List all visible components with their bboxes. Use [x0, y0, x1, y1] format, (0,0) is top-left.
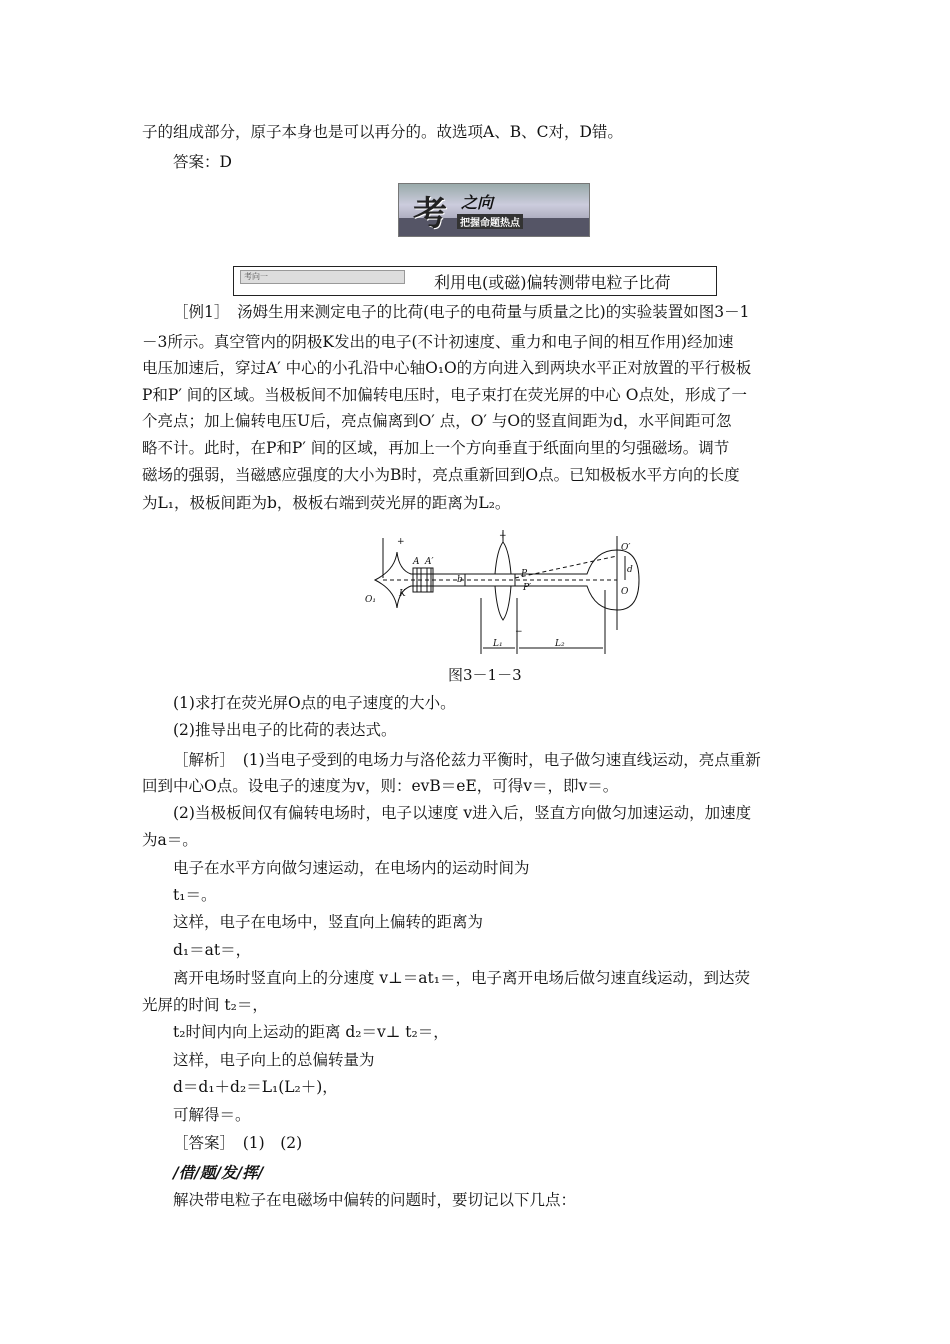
line-28: 解决带电粒子在电磁场中偏转的问题时，要切记以下几点：	[173, 1191, 577, 1209]
line-15: 为a＝。	[142, 831, 198, 849]
line-10: (1)求打在荧光屏O点的电子速度的大小。	[173, 694, 456, 712]
fig-label-l1: L₁	[493, 639, 503, 649]
line-20: 离开电场时竖直向上的分速度 v⊥＝at₁＝，电子离开电场后做匀速直线运动，到达荧	[173, 969, 750, 987]
line-19: d₁＝at＝，	[173, 941, 252, 959]
line-18: 这样，电子在电场中，竖直向上偏转的距离为	[173, 913, 484, 931]
line-27: /借/题/发/挥/	[173, 1163, 264, 1182]
tube-diagram	[355, 530, 645, 660]
banner-zhi: 之向	[461, 193, 494, 212]
fig-label-a: A	[413, 557, 420, 567]
fig-label-l2: L₂	[555, 639, 565, 649]
line-2: ［例1］ 汤姆生用来测定电子的比荷(电子的电荷量与质量之比)的实验装置如图3－1	[173, 303, 750, 321]
topic-tag: 考向一	[240, 270, 405, 284]
line-11: (2)推导出电子的比荷的表达式。	[173, 721, 397, 739]
fig-label-plus-top: +	[499, 531, 507, 541]
line-5: P和P′ 间的区域。当极板间不加偏转电压时，电子束打在荧光屏的中心 O点处，形成了一	[142, 386, 747, 404]
fig-label-b: b	[457, 575, 463, 585]
line-17: t₁＝。	[173, 886, 217, 904]
fig-label-k: K	[399, 589, 406, 599]
line-14: (2)当极板间仅有偏转电场时，电子以速度 v进入后，竖直方向做匀加速运动，加速度	[173, 804, 752, 822]
line-25: 可解得＝。	[173, 1106, 251, 1124]
line-6: 个亮点；加上偏转电压U后，亮点偏离到O′ 点，O′ 与O的竖直间距为d，水平间距可忽	[142, 412, 732, 430]
line-21: 光屏的时间 t₂＝，	[142, 996, 268, 1014]
fig-label-o1: O₁	[365, 595, 376, 605]
line-9: 为L₁，极板间距为b，极板右端到荧光屏的距离为L₂。	[142, 494, 511, 512]
fig-label-o: O	[621, 587, 629, 597]
line-8: 磁场的强弱，当磁感应强度的大小为B时，亮点重新回到O点。已知极板水平方向的长度	[142, 466, 740, 484]
banner-sub: 把握命题热点	[457, 214, 523, 229]
fig-label-d: d	[627, 565, 633, 575]
fig-label-p: P	[521, 569, 528, 579]
fig-label-plus-left: +	[397, 537, 405, 547]
line-16: 电子在水平方向做匀速运动，在电场内的运动时间为	[173, 859, 530, 877]
fig-label-minus: −	[515, 627, 523, 637]
fig-label-p-prime: P′	[523, 583, 532, 593]
topic-table	[233, 266, 717, 296]
line-12: ［解析］ (1)当电子受到的电场力与洛伦兹力平衡时，电子做匀速直线运动，亮点重新	[173, 751, 761, 769]
figure-caption: 图3－1－3	[448, 666, 522, 684]
line-13: 回到中心O点。设电子的速度为v，则：evB＝eE，可得v＝，即v＝。	[142, 777, 619, 795]
line-7: 略不计。此时，在P和P′ 间的区域，再加上一个方向垂直于纸面向里的匀强磁场。调节	[142, 439, 730, 457]
line-22: t₂时间内向上运动的距离 d₂＝v⊥ t₂＝，	[173, 1023, 449, 1041]
line-26: ［答案］ (1) (2)	[173, 1134, 303, 1152]
thomson-tube-figure	[355, 530, 645, 660]
section-banner	[398, 183, 590, 237]
line-24: d＝d₁＋d₂＝L₁(L₂＋)，	[173, 1078, 338, 1096]
line-23: 这样，电子向上的总偏转量为	[173, 1051, 375, 1069]
line-1: 答案：D	[173, 153, 232, 171]
banner-big: 考	[413, 194, 447, 234]
fig-label-a-prime: A′	[425, 557, 434, 567]
line-3: －3所示。真空管内的阴极K发出的电子(不计初速度、重力和电子间的相互作用)经加速	[142, 333, 734, 351]
topic-title: 利用电(或磁)偏转测带电粒子比荷	[434, 273, 671, 292]
fig-label-o-prime: O′	[621, 543, 631, 553]
line-0: 子的组成部分，原子本身也是可以再分的。故选项A、B、C对，D错。	[142, 123, 623, 141]
line-4: 电压加速后，穿过A′ 中心的小孔沿中心轴O₁O的方向进入到两块水平正对放置的平行极板	[142, 359, 752, 377]
